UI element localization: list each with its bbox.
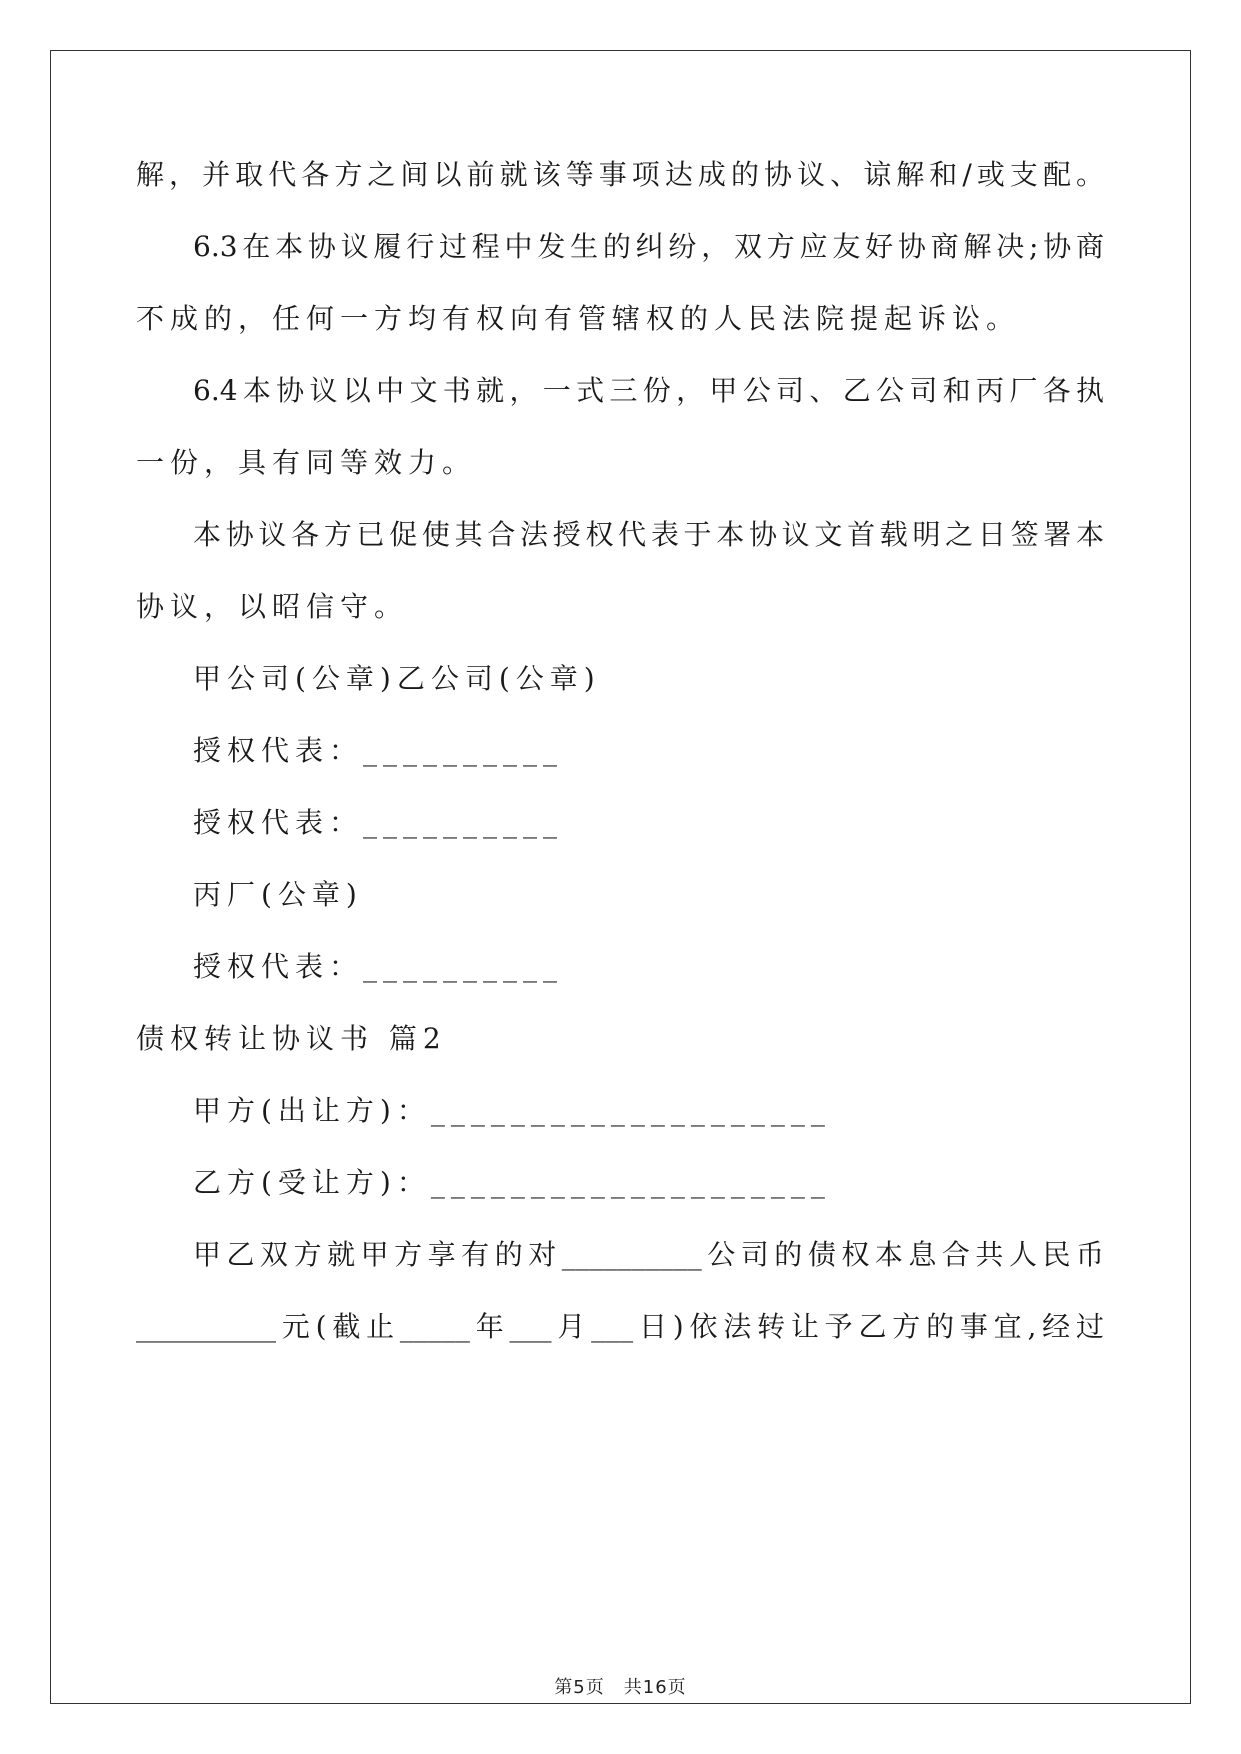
text-line: 6.4本协议以中文书就，一式三份，甲公司、乙公司和丙厂各执 xyxy=(193,374,1104,407)
page-number-footer: 第5页 共16页 xyxy=(554,1677,687,1698)
text-line: 甲公司(公章)乙公司(公章) xyxy=(193,662,601,695)
text-line: 一份，具有同等效力。 xyxy=(136,446,477,479)
text-line: 协议，以昭信守。 xyxy=(136,590,409,623)
text-line: 本协议各方已促使其合法授权代表于本协议文首载明之日签署本 xyxy=(193,518,1104,551)
text-line: 6.3在本协议履行过程中发生的纠纷，双方应友好协商解决;协商 xyxy=(193,230,1104,263)
signature-line: 授权代表：__________ xyxy=(193,950,564,983)
party-line: 甲方(出让方)：____________________ xyxy=(193,1094,831,1127)
text-line: 解，并取代各方之间以前就该等事项达成的协议、谅解和/或支配。 xyxy=(136,158,1104,191)
signature-line: 授权代表：__________ xyxy=(193,734,564,767)
text-line: 不成的，任何一方均有权向有管辖权的人民法院提起诉讼。 xyxy=(136,302,1021,335)
signature-line: 授权代表：__________ xyxy=(193,806,564,839)
text-line: 甲乙双方就甲方享有的对__________公司的债权本息合共人民币 xyxy=(193,1238,1104,1271)
text-line: __________元(截止_____年___月___日)依法转让予乙方的事宜,经过 xyxy=(136,1310,1104,1343)
party-line: 乙方(受让方)：____________________ xyxy=(193,1166,831,1199)
text-line: 丙厂(公章) xyxy=(193,878,363,911)
section-heading: 债权转让协议书 篇2 xyxy=(136,1022,447,1055)
